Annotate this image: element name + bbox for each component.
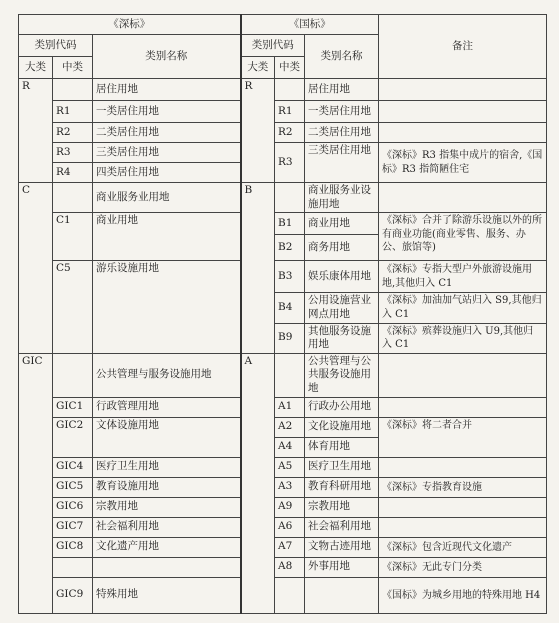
table-row bbox=[19, 213, 547, 235]
guobiao-category-name: 商业服务业设施用地 bbox=[305, 183, 379, 213]
guobiao-medium-code: R3 bbox=[275, 143, 305, 183]
note-cell: 《深标》殡葬设施归入 U9,其他归入 C1 bbox=[379, 323, 547, 353]
shenbiao-medium-code: GIC8 bbox=[53, 537, 93, 557]
table-row bbox=[19, 417, 547, 437]
shenbiao-category-name: 游乐设施用地 bbox=[93, 261, 241, 354]
shenbiao-medium-header: 中类 bbox=[53, 57, 93, 79]
shenbiao-category-name: 特殊用地 bbox=[93, 577, 241, 613]
guobiao-category-name: 教育科研用地 bbox=[305, 477, 379, 497]
guobiao-category-name: 其他服务设施用地 bbox=[305, 323, 379, 353]
shenbiao-category-name: 一类居住用地 bbox=[93, 101, 241, 123]
table-row bbox=[19, 101, 547, 123]
shenbiao-category-name: 文体设施用地 bbox=[93, 417, 241, 457]
guobiao-medium-code: R1 bbox=[275, 101, 305, 123]
guobiao-medium-code: A5 bbox=[275, 457, 305, 477]
shenbiao-category-name: 商业用地 bbox=[93, 213, 241, 261]
table-row bbox=[19, 557, 547, 577]
shenbiao-medium-code: GIC1 bbox=[53, 397, 93, 417]
shenbiao-medium-code: C1 bbox=[53, 213, 93, 261]
guobiao-medium-code: A8 bbox=[275, 557, 305, 577]
shenbiao-category-name: 宗教用地 bbox=[93, 497, 241, 517]
shenbiao-medium-code: GIC7 bbox=[53, 517, 93, 537]
table-row bbox=[19, 517, 547, 537]
shenbiao-category-name: 四类居住用地 bbox=[93, 163, 241, 183]
table-row bbox=[19, 537, 547, 557]
guobiao-category-name: 文化设施用地 bbox=[305, 417, 379, 437]
shenbiao-category-name: 教育设施用地 bbox=[93, 477, 241, 497]
guobiao-major-code: B bbox=[241, 183, 275, 354]
guobiao-medium-code: A2 bbox=[275, 417, 305, 437]
guobiao-category-name: 文物古迹用地 bbox=[305, 537, 379, 557]
note-cell: 《深标》合并了除游乐设施以外的所有商业功能(商业零售、服务、办公、旅馆等) bbox=[379, 213, 547, 261]
shenbiao-medium-code: R2 bbox=[53, 123, 93, 143]
guobiao-category-name: 体育用地 bbox=[305, 437, 379, 457]
guobiao-medium-code: B3 bbox=[275, 261, 305, 293]
guobiao-category-name: 外事用地 bbox=[305, 557, 379, 577]
guobiao-medium-code: B4 bbox=[275, 293, 305, 323]
guobiao-medium-code: B2 bbox=[275, 235, 305, 261]
header-row-1 bbox=[19, 15, 547, 35]
guobiao-medium-code: A9 bbox=[275, 497, 305, 517]
land-use-classification-table bbox=[18, 14, 547, 614]
guobiao-category-name: 一类居住用地 bbox=[305, 101, 379, 123]
guobiao-major-code: R bbox=[241, 79, 275, 183]
guobiao-medium-code: A3 bbox=[275, 477, 305, 497]
table-row bbox=[19, 577, 547, 613]
guobiao-category-name: 二类居住用地 bbox=[305, 123, 379, 143]
table-row bbox=[19, 183, 547, 213]
shenbiao-header: 《深标》 bbox=[19, 15, 241, 35]
shenbiao-category-name: 三类居住用地 bbox=[93, 143, 241, 163]
shenbiao-major-code: C bbox=[19, 183, 53, 354]
note-header: 备注 bbox=[379, 15, 547, 79]
guobiao-major-code: A bbox=[241, 353, 275, 613]
table-row bbox=[19, 497, 547, 517]
shenbiao-medium-code: C5 bbox=[53, 261, 93, 354]
guobiao-category-name: 居住用地 bbox=[305, 79, 379, 101]
shenbiao-medium-code: R4 bbox=[53, 163, 93, 183]
note-cell: 《国标》为城乡用地的特殊用地 H4 bbox=[379, 577, 547, 613]
guobiao-category-name: 社会福利用地 bbox=[305, 517, 379, 537]
table-row bbox=[19, 79, 547, 101]
shenbiao-medium-code: GIC6 bbox=[53, 497, 93, 517]
guobiao-category-name: 商业用地 bbox=[305, 213, 379, 235]
guobiao-header: 《国标》 bbox=[241, 15, 379, 35]
shenbiao-category-name: 公共管理与服务设施用地 bbox=[93, 353, 241, 397]
guobiao-category-name: 宗教用地 bbox=[305, 497, 379, 517]
note-cell: 《深标》加油加气站归入 S9,其他归入 C1 bbox=[379, 293, 547, 323]
guobiao-category-name: 娱乐康体用地 bbox=[305, 261, 379, 293]
shenbiao-name-header: 类别名称 bbox=[93, 35, 241, 79]
guobiao-major-header: 大类 bbox=[241, 57, 275, 79]
note-cell: 《深标》将二者合并 bbox=[379, 417, 547, 457]
shenbiao-major-code: GIC bbox=[19, 353, 53, 613]
guobiao-code-header: 类别代码 bbox=[241, 35, 305, 57]
table-row bbox=[19, 477, 547, 497]
table-row bbox=[19, 261, 547, 293]
shenbiao-medium-code: GIC2 bbox=[53, 417, 93, 457]
shenbiao-major-header: 大类 bbox=[19, 57, 53, 79]
shenbiao-category-name: 居住用地 bbox=[93, 79, 241, 101]
table-row bbox=[19, 123, 547, 143]
guobiao-medium-code: B1 bbox=[275, 213, 305, 235]
shenbiao-category-name: 文化遗产用地 bbox=[93, 537, 241, 557]
guobiao-medium-code: A6 bbox=[275, 517, 305, 537]
shenbiao-category-name: 二类居住用地 bbox=[93, 123, 241, 143]
note-cell: 《深标》包含近现代文化遗产 bbox=[379, 537, 547, 557]
guobiao-medium-code: R2 bbox=[275, 123, 305, 143]
table-row bbox=[19, 353, 547, 397]
table-row bbox=[19, 457, 547, 477]
guobiao-medium-code: A4 bbox=[275, 437, 305, 457]
note-cell: 《深标》无此专门分类 bbox=[379, 557, 547, 577]
guobiao-category-name: 公用设施营业网点用地 bbox=[305, 293, 379, 323]
shenbiao-category-name: 商业服务业用地 bbox=[93, 183, 241, 213]
table-row bbox=[19, 143, 547, 163]
guobiao-category-name: 三类居住用地 bbox=[305, 143, 379, 183]
table-row bbox=[19, 397, 547, 417]
guobiao-category-name: 医疗卫生用地 bbox=[305, 457, 379, 477]
note-cell: 《深标》专指大型户外旅游设施用地,其他归入 C1 bbox=[379, 261, 547, 293]
shenbiao-category-name: 行政管理用地 bbox=[93, 397, 241, 417]
shenbiao-medium-code: GIC4 bbox=[53, 457, 93, 477]
shenbiao-category-name: 社会福利用地 bbox=[93, 517, 241, 537]
shenbiao-medium-code: R1 bbox=[53, 101, 93, 123]
shenbiao-medium-code: R3 bbox=[53, 143, 93, 163]
shenbiao-medium-code: GIC9 bbox=[53, 577, 93, 613]
shenbiao-medium-code: GIC5 bbox=[53, 477, 93, 497]
note-cell: 《深标》R3 指集中成片的宿舍,《国标》R3 指简陋住宅 bbox=[379, 143, 547, 183]
guobiao-medium-code: A7 bbox=[275, 537, 305, 557]
note-cell: 《深标》专指教育设施 bbox=[379, 477, 547, 497]
shenbiao-code-header: 类别代码 bbox=[19, 35, 93, 57]
guobiao-medium-header: 中类 bbox=[275, 57, 305, 79]
guobiao-category-name: 行政办公用地 bbox=[305, 397, 379, 417]
guobiao-name-header: 类别名称 bbox=[305, 35, 379, 79]
guobiao-category-name: 商务用地 bbox=[305, 235, 379, 261]
guobiao-category-name: 公共管理与公共服务设施用地 bbox=[305, 353, 379, 397]
guobiao-medium-code: B9 bbox=[275, 323, 305, 353]
shenbiao-category-name: 医疗卫生用地 bbox=[93, 457, 241, 477]
shenbiao-major-code: R bbox=[19, 79, 53, 183]
guobiao-medium-code: A1 bbox=[275, 397, 305, 417]
